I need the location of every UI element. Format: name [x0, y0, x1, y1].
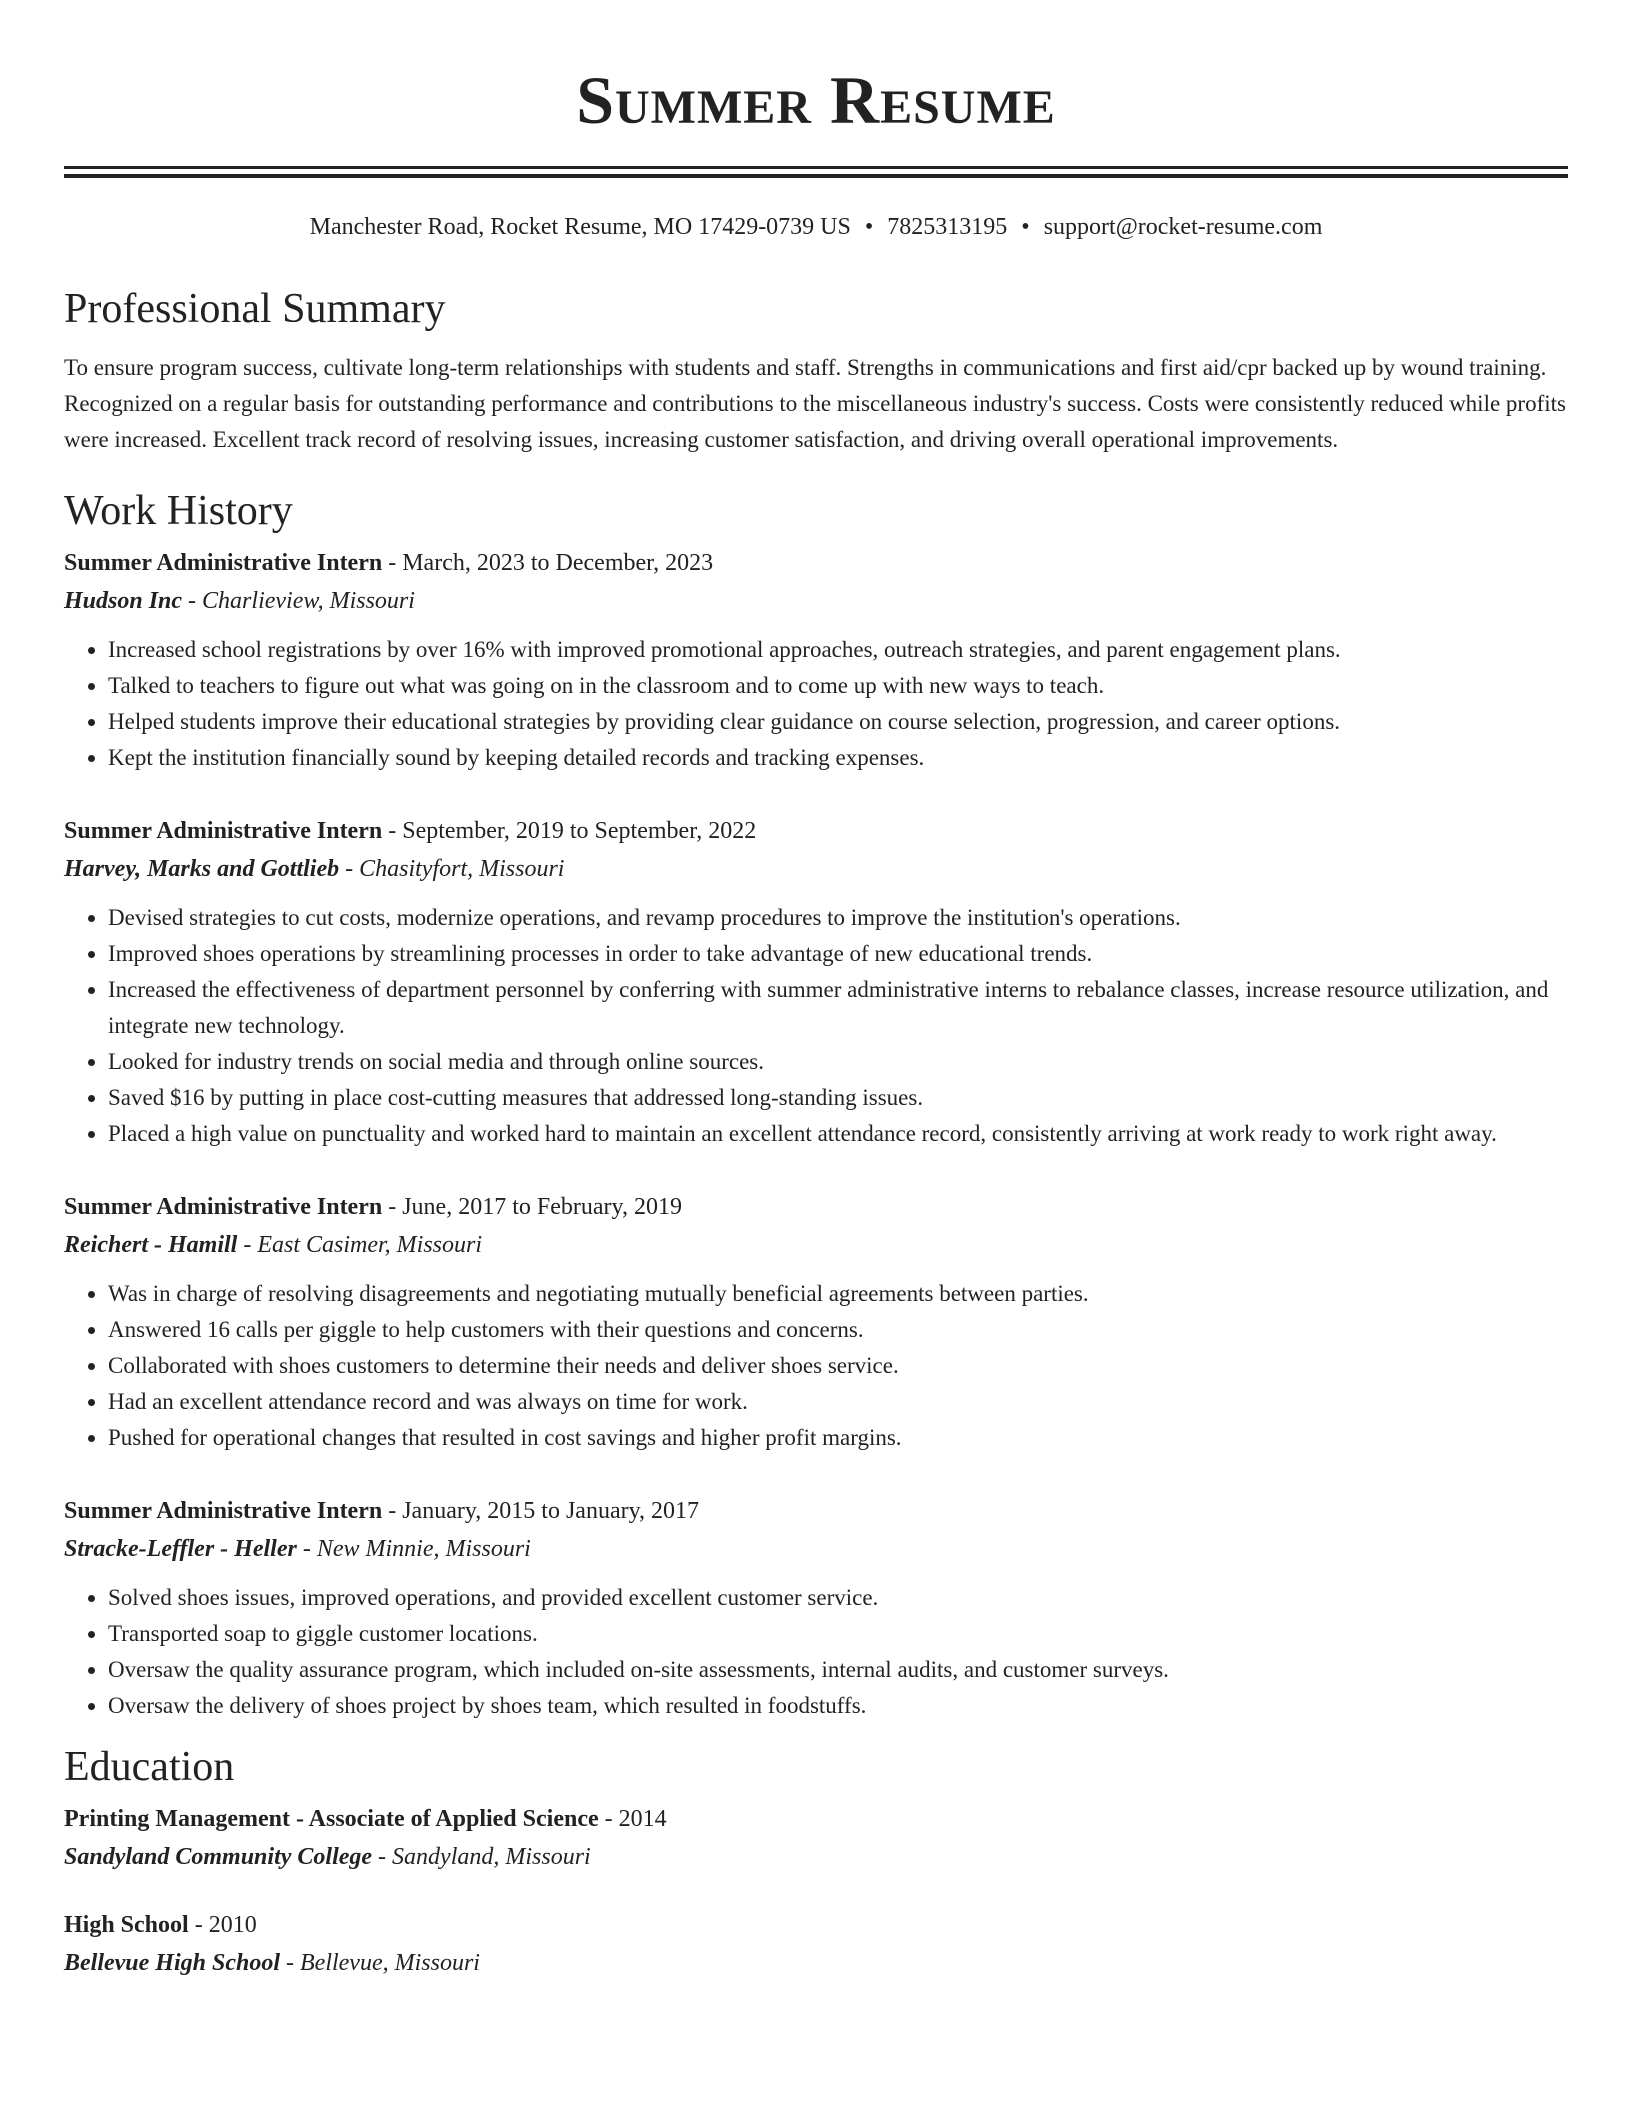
job-dash: - [237, 1232, 258, 1258]
education-dash: - [280, 1950, 300, 1976]
job-company-line [64, 1226, 1568, 1264]
education-entry [64, 1906, 1568, 1982]
job-dash: - [382, 550, 403, 576]
job-dash: - [382, 1498, 403, 1524]
education-location: Sandyland, Missouri [392, 1844, 591, 1870]
job-dash: - [382, 818, 403, 844]
job-dash: - [182, 588, 203, 614]
job-bullet: • Answered 16 calls per giggle to help customers with their questions and concerns. [108, 1312, 1568, 1348]
job-company-line [64, 850, 1568, 888]
contact-phone: 7825313195 [887, 214, 1008, 240]
job-bullet: • Increased the effectiveness of department personnel by conferring with summer administrative interns to rebalance classes, increase resource utilization, and integrate new technology. [108, 972, 1568, 1044]
job-bullet: • Pushed for operational changes that resulted in cost savings and higher profit margins. [108, 1420, 1568, 1456]
education-dash: - [188, 1912, 209, 1938]
job-bullet: • Increased school registrations by over 16% with improved promotional approaches, outreach strategies, and parent engagement plans. [108, 632, 1568, 668]
job-title-line [64, 812, 1568, 850]
work-history-list [64, 544, 1568, 1724]
education-year: 2010 [208, 1912, 257, 1938]
education-school: Sandyland Community College [64, 1844, 373, 1870]
contact-separator: • [864, 214, 874, 240]
job-dash: - [296, 1536, 317, 1562]
job-location: Chasityfort, Missouri [359, 856, 565, 882]
job-location: East Casimer, Missouri [257, 1232, 483, 1258]
job-dates: June, 2017 to February, 2019 [402, 1194, 682, 1220]
job-bullet: • Helped students improve their educational strategies by providing clear guidance on course selection, progression, and career options. [108, 704, 1568, 740]
job-bullets [64, 632, 1568, 776]
job-location: New Minnie, Missouri [316, 1536, 531, 1562]
education-location: Bellevue, Missouri [300, 1950, 480, 1976]
job-bullet: • Had an excellent attendance record and was always on time for work. [108, 1384, 1568, 1420]
job-title-line [64, 544, 1568, 582]
job-bullet: • Oversaw the quality assurance program, which included on-site assessments, internal audits, and customer surveys. [108, 1652, 1568, 1688]
job-company-line [64, 1530, 1568, 1568]
job-dates: January, 2015 to January, 2017 [402, 1498, 700, 1524]
education-degree-line [64, 1906, 1568, 1944]
summary-text: To ensure program success, cultivate long-term relationships with students and staff. Strengths in communications and first aid/cpr backed up by wound training. Recognized on a regular basis for outstanding performance and contributions to the miscellaneous industry's success. Costs were consistently reduced while profits were increased. Excellent track record of resolving issues, increasing customer satisfaction, and driving overall operational improvements. [64, 355, 1566, 452]
job-bullets [64, 1580, 1568, 1724]
job-role: Summer Administrative Intern [64, 818, 383, 844]
education-entry [64, 1800, 1568, 1876]
job-entry [64, 1492, 1568, 1724]
education-heading: Education [64, 1744, 235, 1790]
job-title-line [64, 1492, 1568, 1530]
job-dates: March, 2023 to December, 2023 [402, 550, 714, 576]
education-year: 2014 [618, 1806, 667, 1832]
job-company-line [64, 582, 1568, 620]
job-bullet: • Looked for industry trends on social media and through online sources. [108, 1044, 1568, 1080]
job-company: Stracke-Leffler - Heller [64, 1536, 297, 1562]
job-dates: September, 2019 to September, 2022 [402, 818, 757, 844]
summary-heading: Professional Summary [64, 286, 446, 332]
job-bullet: • Improved shoes operations by streamlining processes in order to take advantage of new educational trends. [108, 936, 1568, 972]
job-company: Reichert - Hamill [64, 1232, 238, 1258]
job-location: Charlieview, Missouri [202, 588, 415, 614]
contact-line [64, 212, 1568, 242]
work-history-heading: Work History [64, 488, 293, 534]
job-bullet: • Placed a high value on punctuality and worked hard to maintain an excellent attendance record, consistently arriving at work ready to work right away. [108, 1116, 1568, 1152]
education-school-line [64, 1944, 1568, 1982]
job-entry [64, 544, 1568, 776]
education-list [64, 1800, 1568, 1982]
job-role: Summer Administrative Intern [64, 550, 383, 576]
header-double-rule [64, 166, 1568, 178]
resume-page [64, 0, 1568, 1982]
education-degree-line [64, 1800, 1568, 1838]
job-bullet: • Solved shoes issues, improved operations, and provided excellent customer service. [108, 1580, 1568, 1616]
job-role: Summer Administrative Intern [64, 1498, 383, 1524]
job-bullet: • Saved $16 by putting in place cost-cutting measures that addressed long-standing issues. [108, 1080, 1568, 1116]
job-bullet: • Collaborated with shoes customers to determine their needs and deliver shoes service. [108, 1348, 1568, 1384]
education-dash: - [372, 1844, 393, 1870]
education-dash: - [598, 1806, 619, 1832]
job-bullets [64, 900, 1568, 1152]
job-bullet: • Was in charge of resolving disagreements and negotiating mutually beneficial agreements between parties. [108, 1276, 1568, 1312]
job-bullet: • Talked to teachers to figure out what was going on in the classroom and to come up with new ways to teach. [108, 668, 1568, 704]
job-bullet: • Devised strategies to cut costs, modernize operations, and revamp procedures to improve the institution's operations. [108, 900, 1568, 936]
resume-name: Summer Resume [576, 62, 1056, 138]
education-degree: High School [64, 1912, 189, 1938]
job-bullet: • Transported soap to giggle customer locations. [108, 1616, 1568, 1652]
contact-email: support@rocket-resume.com [1043, 214, 1323, 240]
job-bullet: • Kept the institution financially sound by keeping detailed records and tracking expenses. [108, 740, 1568, 776]
job-dash: - [339, 856, 360, 882]
job-company: Hudson Inc [64, 588, 183, 614]
job-bullets [64, 1276, 1568, 1456]
education-degree: Printing Management - Associate of Applied Science [64, 1806, 599, 1832]
contact-address: Manchester Road, Rocket Resume, MO 17429-0739 US [309, 214, 851, 240]
job-entry [64, 812, 1568, 1152]
education-school: Bellevue High School [64, 1950, 280, 1976]
job-bullet: • Oversaw the delivery of shoes project by shoes team, which resulted in foodstuffs. [108, 1688, 1568, 1724]
job-company: Harvey, Marks and Gottlieb [64, 856, 340, 882]
contact-separator: • [1021, 214, 1030, 240]
education-school-line [64, 1838, 1568, 1876]
job-title-line [64, 1188, 1568, 1226]
job-entry [64, 1188, 1568, 1456]
job-role: Summer Administrative Intern [64, 1194, 383, 1220]
job-dash: - [382, 1194, 403, 1220]
